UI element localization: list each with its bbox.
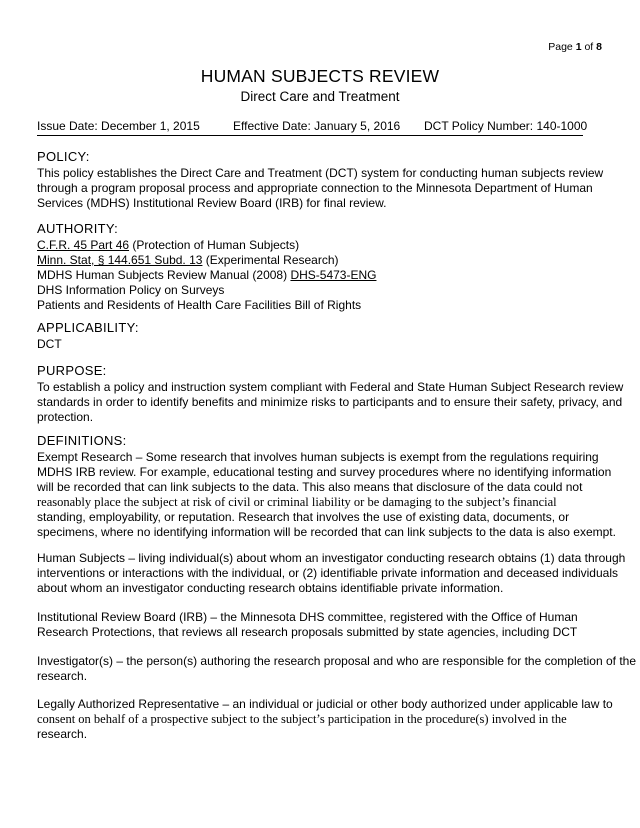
authority-item-text: (Experimental Research) [202, 253, 339, 267]
page-prefix: Page [548, 41, 573, 53]
authority-item: DHS Information Policy on Surveys [37, 283, 225, 297]
issue-date: Issue Date: December 1, 2015 [37, 119, 200, 133]
effective-date: Effective Date: January 5, 2016 [233, 119, 401, 133]
authority-item [37, 268, 603, 283]
definition-line: Institutional Review Board (IRB) – the Minnesota DHS committee, registered with the Office of Human [37, 610, 578, 624]
purpose-line: standards in order to identify benefits and minimize risks to participants and to ensure their safety, privacy, and [37, 395, 623, 409]
authority-item-text: (Protection of Human Subjects) [129, 238, 300, 252]
dhs-5473-link[interactable]: DHS-5473-ENG [290, 268, 377, 282]
policy-line: through a program proposal process and appropriate connection to the Minnesota Department of Human [37, 181, 593, 195]
definition-line: Research Protections, that reviews all research proposals submitted by state agencies, including DCT [37, 625, 578, 639]
definition-line: research. [37, 727, 88, 741]
policy-text [37, 166, 603, 211]
authority-item-text: MDHS Human Subjects Review Manual (2008) [37, 268, 291, 282]
authority-item: Patients and Residents of Health Care Facilities Bill of Rights [37, 298, 362, 312]
definition-line: MDHS IRB review. For example, educational testing and survey procedures where no identifying information [37, 465, 612, 479]
definition-line: Investigator(s) – the person(s) authoring the research proposal and who are responsible for the completion of the [37, 654, 637, 668]
document-subtitle: Direct Care and Treatment [240, 89, 400, 104]
definition-exempt [37, 450, 616, 540]
definition-line: standing, employability, or reputation. Research that involves the use of existing data, documents, or [37, 510, 570, 524]
definition-line: consent on behalf of a prospective subject to the subject’s participation in the procedure(s) involved in the [37, 712, 567, 726]
definition-line: Exempt Research – Some research that involves human subjects is exempt from the regulations requiring [37, 450, 599, 464]
page-of: of [584, 41, 594, 53]
applicability-heading: APPLICABILITY: [37, 320, 139, 335]
applicability-value: DCT [37, 337, 62, 351]
page-total: 8 [596, 41, 602, 53]
purpose-heading: PURPOSE: [37, 363, 107, 378]
definition-line: interventions or interactions with the individual, or (2) identifiable private information and deceased individuals [37, 566, 618, 580]
policy-line: Services (MDHS) Institutional Review Board (IRB) for final review. [37, 196, 387, 210]
purpose-section [37, 363, 624, 425]
purpose-line: protection. [37, 410, 94, 424]
definition-line: specimens, where no identifying information will be recorded that can link subjects to the data is also exempt. [37, 525, 616, 539]
applicability-section [37, 320, 603, 352]
policy-number: DCT Policy Number: 140-1000 [424, 119, 588, 133]
policy-section [37, 149, 603, 211]
cfr-link[interactable]: C.F.R. 45 Part 46 [37, 238, 130, 252]
definition-legal-rep [37, 697, 613, 742]
policy-line: This policy establishes the Direct Care and Treatment (DCT) system for conducting human subjects review [37, 166, 604, 180]
definitions-section [37, 433, 616, 540]
purpose-line: To establish a policy and instruction system compliant with Federal and State Human Subject Research review [37, 380, 624, 394]
definition-line: about whom an investigator conducting research obtains identifiable private information. [37, 581, 504, 595]
definition-human-subjects [37, 551, 626, 596]
definitions-heading: DEFINITIONS: [37, 433, 127, 448]
authority-item [37, 238, 603, 253]
page-current: 1 [575, 41, 582, 53]
authority-item [37, 253, 603, 268]
definition-investigator [37, 654, 637, 684]
purpose-text [37, 380, 624, 425]
definition-irb [37, 610, 607, 640]
definition-line: research. [37, 669, 88, 683]
policy-heading: POLICY: [37, 149, 90, 164]
definition-line: reasonably place the subject at risk of civil or criminal liability or be damaging to the subject’s financial [37, 495, 557, 509]
minn-stat-link[interactable]: Minn. Stat, § 144.651 Subd. 13 [37, 253, 203, 267]
authority-list [37, 238, 603, 313]
definition-line: Legally Authorized Representative – an individual or judicial or other body authorized under applicable law to [37, 697, 613, 711]
definition-line: will be recorded that can link subjects to the data. This also means that disclosure of the data could not [37, 480, 583, 494]
page-number [548, 41, 602, 53]
issue-bar [37, 119, 588, 136]
authority-heading: AUTHORITY: [37, 221, 119, 236]
definition-line: Human Subjects – living individual(s) about whom an investigator conducting research obtains (1) data through [37, 551, 626, 565]
document-title: HUMAN SUBJECTS REVIEW [200, 66, 440, 86]
authority-section [37, 221, 603, 313]
